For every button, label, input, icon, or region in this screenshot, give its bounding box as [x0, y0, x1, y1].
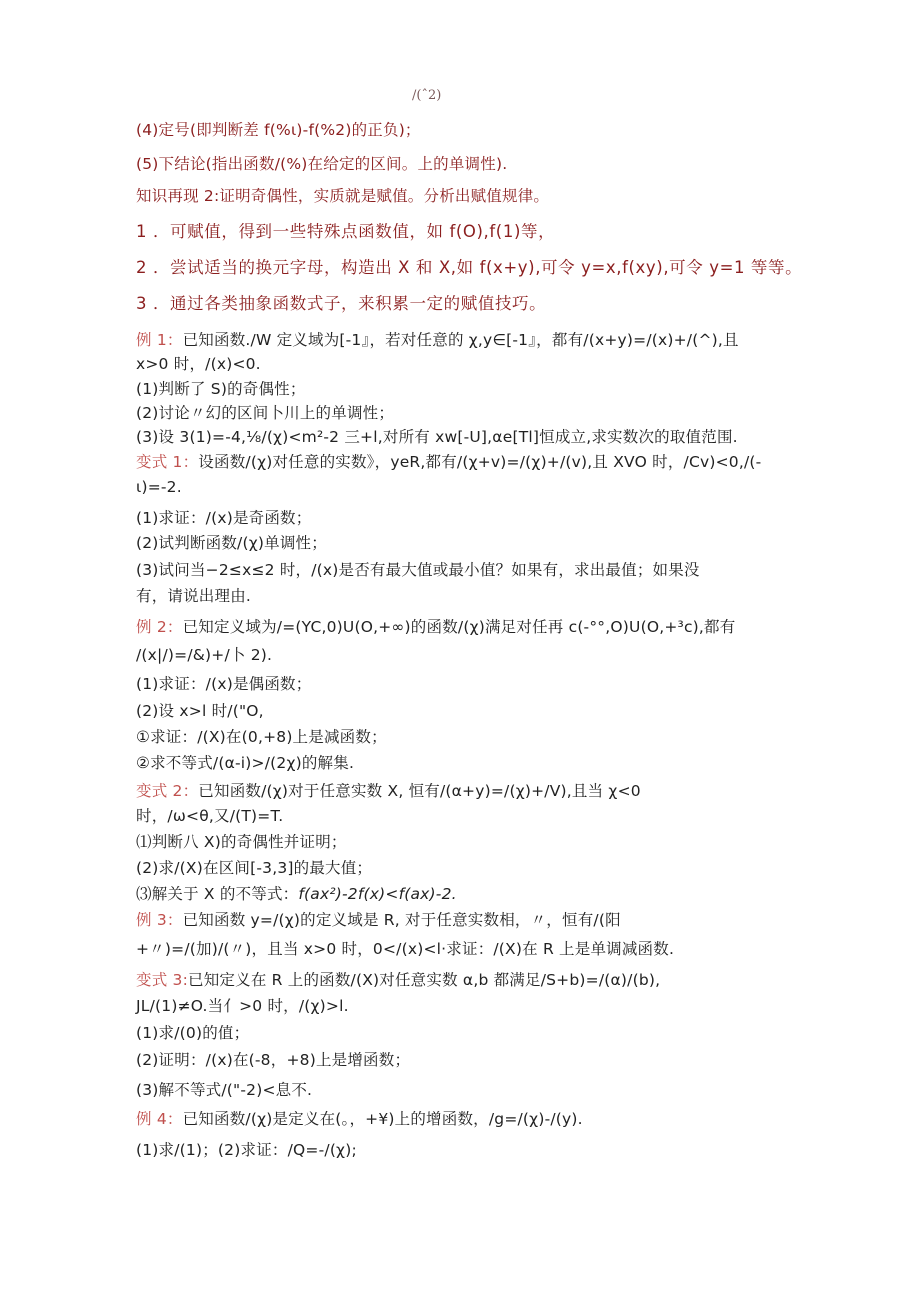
- line-text: 知识再现 2:证明奇偶性，实质就是赋值。分析出赋值规律。: [136, 187, 550, 205]
- line-text: (1)求/(0)的值；: [136, 1024, 250, 1042]
- variant-3-q3-line: [136, 1080, 796, 1100]
- line-text: (2)试判断函数/(χ)单调性；: [136, 534, 327, 552]
- line-text: 已知函数./W 定义域为[-1』，若对任意的 χ,y∈[-1』，都有/(x+y)=/(x)+/(^),且: [182, 331, 739, 349]
- step-5-line: [136, 154, 796, 174]
- line-text: 已知函数 y=/(χ)的定义域是 R, 对于任意实数相，〃，恒有/(阳: [182, 911, 621, 929]
- variant-2-line: [136, 781, 796, 801]
- variant-1-label: 变式 1：: [136, 453, 199, 471]
- line-text: 已知定义域为/=(YC,0)U(O,+∞)的函数/(χ)满足对任再 c(-°°,O)U(O,+³c),都有: [182, 618, 736, 636]
- variant-1-cont-line: [136, 477, 796, 497]
- example-4-line: [136, 1109, 796, 1129]
- line-text: (1)求证：/(x)是偶函数；: [136, 675, 312, 693]
- step-4-line: [136, 120, 796, 140]
- variant-2-label: 变式 2：: [136, 782, 199, 800]
- line-text: ①求证：/(X)在(0,+8)上是减函数；: [136, 728, 387, 746]
- line-text: 已知函数/(χ)是定义在(。，+¥)上的增函数，/g=/(χ)-/(y).: [182, 1110, 583, 1128]
- example-1-line: [136, 330, 796, 350]
- variant-1-q3-line: [136, 560, 796, 580]
- variant-2-q1-line: [136, 832, 796, 852]
- example-2-q2a-line: [136, 727, 796, 747]
- line-text: 2 ．尝试适当的换元字母，构造出 X 和 X,如 f(x+y),可令 y=x,f(xy),可令 y=1 等等。: [136, 258, 803, 277]
- knowledge-2-line: [136, 186, 796, 206]
- line-text: 已知定义在 R 上的函数/(X)对任意实数 α,b 都满足/S+b)=/(α)/(b),: [188, 971, 661, 989]
- line-text: ⑶解关于 X 的不等式：: [136, 885, 299, 903]
- example-2-line: [136, 617, 796, 637]
- variant-1-q1-line: [136, 508, 796, 528]
- variant-1-q3-cont-line: [136, 586, 796, 606]
- line-text: 有，请说出理由.: [136, 587, 252, 605]
- example-1-q2-line: [136, 403, 796, 423]
- tip-3-line: [136, 294, 796, 314]
- example-1-cont-line: [136, 354, 796, 374]
- example-2-cont-line: [136, 645, 796, 665]
- variant-1-q2-line: [136, 533, 796, 553]
- example-2-q2-line: [136, 701, 796, 721]
- line-text: 已知函数/(χ)对于任意实数 X, 恒有/(α+y)=/(χ)+/V),且当 χ<0: [198, 782, 641, 800]
- example-2-label: 例 2：: [136, 618, 183, 636]
- line-text: (2)求/(X)在区间[-3,3]的最大值；: [136, 859, 373, 877]
- variant-2-cont-line: [136, 806, 796, 826]
- header-formula: /(ˆ2): [412, 88, 442, 103]
- line-text: +〃)=/(加)/(〃)，且当 x>0 时，0</(x)<l·求证：/(X)在 R 上是单调减函数.: [136, 940, 675, 958]
- line-text: /(x|/)=/&)+/卜 2).: [136, 646, 273, 664]
- line-text: (1)求/(1)；(2)求证：/Q=-/(χ);: [136, 1141, 357, 1159]
- example-3-label: 例 3：: [136, 911, 183, 929]
- line-text: 3 ．通过各类抽象函数式子，来积累一定的赋值技巧。: [136, 294, 547, 313]
- variant-1-line: [136, 452, 796, 472]
- inequality-formula: f(ax²)-2f(x)<f(ax)-2.: [298, 885, 457, 903]
- variant-3-line: [136, 970, 796, 990]
- line-text: ②求不等式/(α-i)>/(2χ)的解集.: [136, 754, 355, 772]
- line-text: (3)设 3(1)=-4,⅛/(χ)<m²-2 三+l,对所有 xw[-U],αe[Tl]恒成立,求实数次的取值范围.: [136, 428, 738, 446]
- line-text: (4)定号(即判断差 f(%ι)-f(%2)的正负)；: [136, 121, 421, 139]
- line-text: (3)试问当−2≤x≤2 时，/(x)是否有最大值或最小值？如果有，求出最值；如果没: [136, 561, 700, 579]
- variant-2-q2-line: [136, 858, 796, 878]
- example-2-q2b-line: [136, 753, 796, 773]
- example-4-label: 例 4：: [136, 1110, 183, 1128]
- example-1-q1-line: [136, 379, 796, 399]
- variant-3-cont-line: [136, 996, 796, 1016]
- line-text: (1)判断了 S)的奇偶性；: [136, 380, 306, 398]
- line-text: 1 ．可赋值，得到一些特殊点函数值，如 f(O),f(1)等，: [136, 222, 556, 241]
- variant-3-q2-line: [136, 1050, 796, 1070]
- line-text: 时，/ω<θ,又/(T)=T.: [136, 807, 284, 825]
- example-3-line: [136, 910, 796, 930]
- example-4-q-line: [136, 1140, 796, 1160]
- line-text: ι)=-2.: [136, 478, 182, 496]
- line-text: 设函数/(χ)对任意的实数》，yeR,都有/(χ+v)=/(χ)+/(v),且 XVO 时，/Cv)<0,/(-: [198, 453, 762, 471]
- tip-1-line: [136, 222, 796, 242]
- line-text: x>0 时，/(x)<0.: [136, 355, 261, 373]
- tip-2-line: [136, 258, 803, 278]
- line-text: ⑴判断八 X)的奇偶性并证明；: [136, 833, 347, 851]
- line-text: JL/(1)≠O.当亻>0 时，/(χ)>l.: [136, 997, 349, 1015]
- example-2-q1-line: [136, 674, 796, 694]
- variant-2-q3-line: [136, 884, 796, 904]
- line-text: (5)下结论(指出函数/(%)在给定的区间。上的单调性).: [136, 155, 508, 173]
- line-text: (3)解不等式/("-2)<息不.: [136, 1081, 313, 1099]
- line-text: (1)求证：/(x)是奇函数；: [136, 509, 312, 527]
- example-1-label: 例 1：: [136, 331, 183, 349]
- variant-3-q1-line: [136, 1023, 796, 1043]
- variant-3-label: 变式 3:: [136, 971, 189, 989]
- line-text: (2)讨论〃幻的区间卜川上的单调性；: [136, 404, 395, 422]
- line-text: (2)证明：/(x)在(-8，+8)上是增函数；: [136, 1051, 411, 1069]
- line-text: (2)设 x>l 时/("O,: [136, 702, 264, 720]
- example-1-q3-line: [136, 427, 796, 447]
- example-3-cont-line: [136, 939, 796, 959]
